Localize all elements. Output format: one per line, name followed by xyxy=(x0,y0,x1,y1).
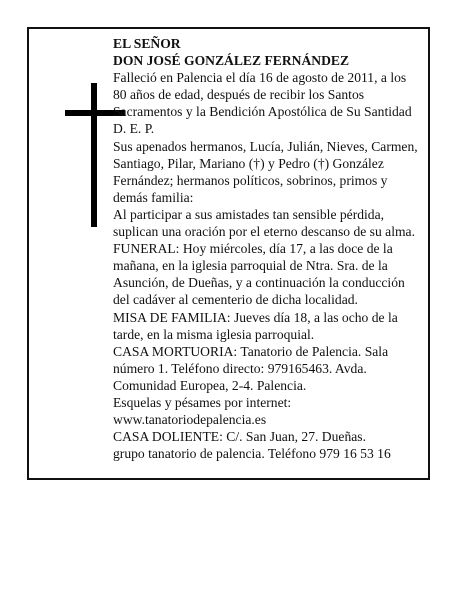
heading-name: DON JOSÉ GONZÁLEZ FERNÁNDEZ xyxy=(113,53,350,69)
request-paragraph: Al participar a sus amistades tan sensible pérdida, suplican una oración por el eterno descanso de su alma. xyxy=(113,206,415,240)
death-paragraph: Falleció en Palencia el día 16 de agosto de 2011, a los 80 años de edad, después de recibir los Santos Sacramentos y la Bendición Apostólica de Su Santidad xyxy=(113,70,412,120)
family-paragraph: Sus apenados hermanos, Lucía, Julián, Nieves, Carmen, Santiago, Pilar, Mariano (†) y Pedro (†) González Fernández; hermanos políticos, sobrinos, primos y demás familia: xyxy=(113,138,418,205)
funeral-paragraph: FUNERAL: Hoy miércoles, día 17, a las doce de la mañana, en la iglesia parroquial de Ntra. Sra. de la Asunción, de Dueñas, y a continuación la conducción del cadáver al cementerio de dicha localidad. xyxy=(113,241,405,308)
online-label: Esquelas y pésames por internet: xyxy=(113,394,292,410)
mass-paragraph: MISA DE FAMILIA: Jueves día 18, a las ocho de la tarde, en la misma iglesia parroquial. xyxy=(113,309,398,342)
obituary-text xyxy=(113,35,423,462)
dep-line: D. E. P. xyxy=(113,121,155,137)
mortuary-paragraph: CASA MORTUORIA: Tanatorio de Palencia. Sala número 1. Teléfono directo: 979165463. Avda. Comunidad Europea, 2-4. Palencia. xyxy=(113,343,389,393)
heading-title: EL SEÑOR xyxy=(113,36,181,51)
mourning-house-line: CASA DOLIENTE: C/. San Juan, 27. Dueñas. xyxy=(113,429,366,445)
website-link[interactable]: www.tanatoriodepalencia.es xyxy=(113,412,267,428)
footer-line: grupo tanatorio de palencia. Teléfono 979 16 53 16 xyxy=(113,446,391,462)
